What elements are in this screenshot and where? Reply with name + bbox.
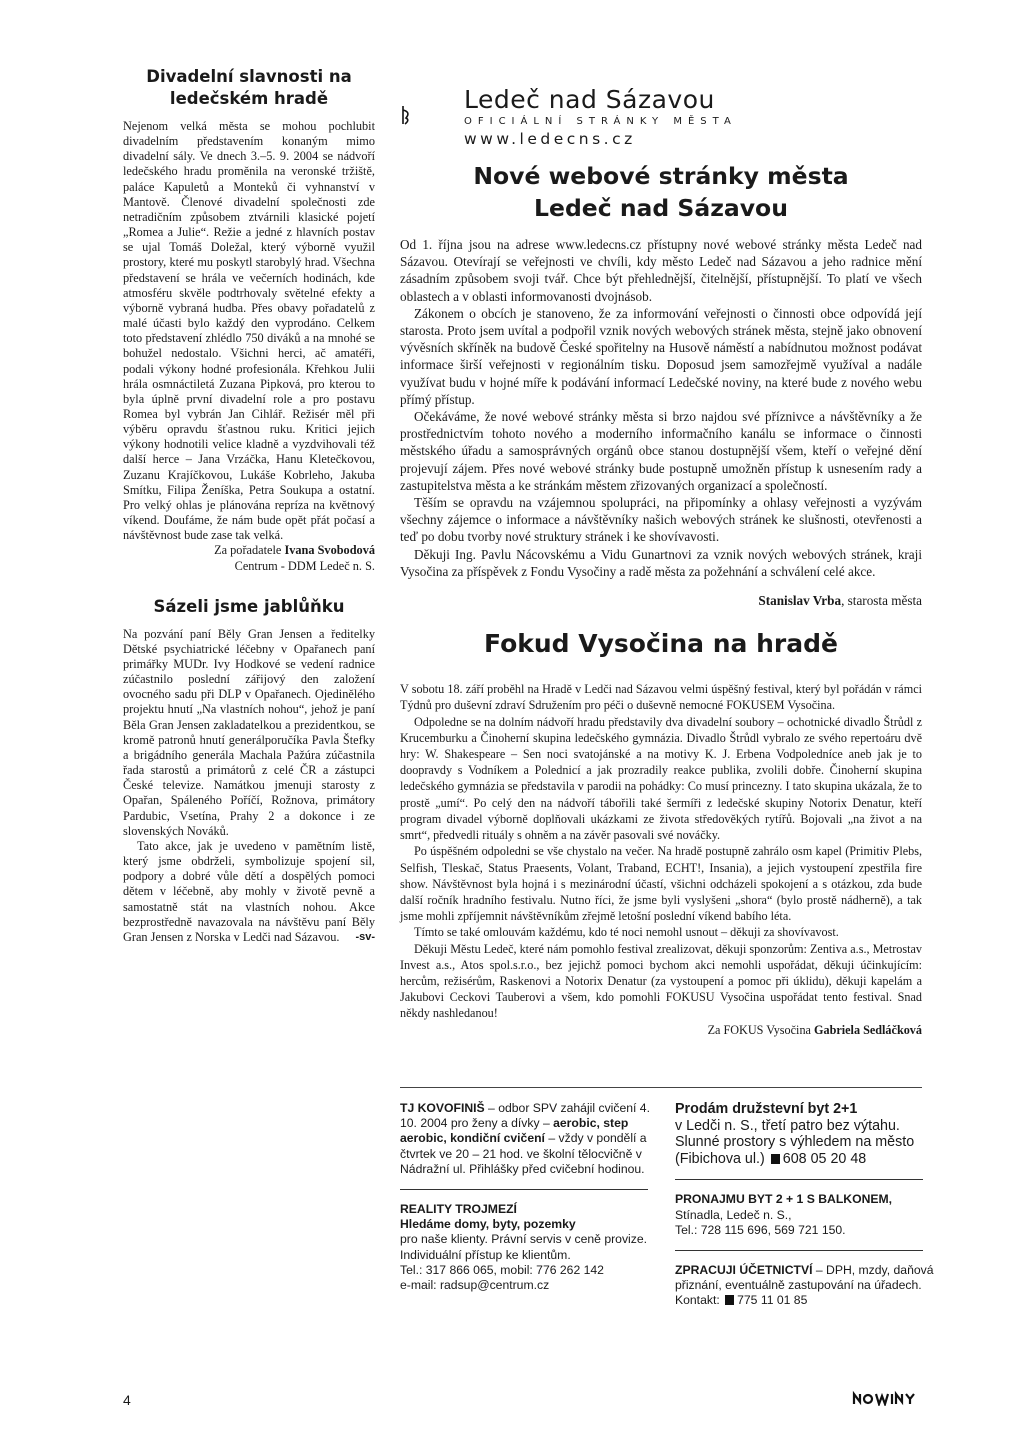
phone-icon [725, 1295, 734, 1305]
article-text: Očekáváme, že nové webové stránky města si brzo najdou své příznivce a návštěvníky a že prostřednictvím tohoto nového a moderního informačního kanálu se informace o činnosti městského úřadu a samosprávných orgánů obce stanou dostupnější všem, kteří o veřejné dění projevují zájem. Přes nové webové stránky bude postupně umožněn přístup k usnesením rady a zastupitelstva města a ke stránkám městem zřizovaných organizací a společností. [400, 409, 922, 493]
right-column [400, 86, 922, 1038]
article-signature: -sv- [355, 930, 375, 943]
article-signature: Stanislav Vrba, starosta města [758, 593, 922, 609]
article-text: Děkuji Ing. Pavlu Nácovskému a Vidu Gunartnovi za vznik nových webových stránek, kraji Vysočina za příspěvek z Fondu Vysočiny a radě města za požehnání a schválení celé akce. [400, 546, 922, 579]
ad-pronajem-bytu: PRONAJMU BYT 2 + 1 S BALKONEM, Stínadla, Ledeč n. S., Tel.: 728 115 696, 569 721 150. [675, 1192, 893, 1237]
ads-right-column [675, 1101, 935, 1309]
logo-subtitle: OFICIÁLNÍ STRÁNKY MĚSTA [464, 116, 737, 127]
article-title-web: Nové webové stránky města Ledeč nad Sázavou [473, 162, 849, 222]
article-signature-org: Centrum - DDM Ledeč n. S. [234, 558, 375, 573]
web-article-body [400, 236, 922, 609]
section-divider [400, 1087, 922, 1088]
ad-divider [675, 1250, 923, 1251]
ad-tj-kovofinis: TJ KOVOFINIŠ – odbor SPV zahájil cvičení 4. 10. 2004 pro ženy a dívky – aerobic, step aerobic, kondiční cvičení – vždy v pondělí a čtvrtek ve 20 – 21 hod. ve školní tělocvičně v Nádražní ul. Přihlášky před cvičební hodinou. [400, 1101, 650, 1176]
article-text: Děkuji Městu Ledeč, které nám pomohlo festival zrealizovat, děkuji sponzorům: Zentiva a.s., Metrostav Invest a.s., Atos spol.s.r.o., bez jejichž pomoci bychom akci nemohli uspořádat, děkuji účinkujícím: hercům, režisérům, Raskenovi a Notorix Denatur (za vystoupení a pomoc při úklidu), děkuji kapelám a Jakubovi Ceckovi Tauberovi a všem, kdo pomohli FOKUSU Vysočina uspořádat tento festival. Snad někdy nashledanou! [400, 941, 923, 1021]
ad-divider [675, 1179, 923, 1180]
ads-left-column [400, 1101, 662, 1293]
article-text: Tímto se také omlouvám každému, kdo té noci nemohl usnout – děkuji za shovívavost. [414, 925, 839, 940]
article-text: Po úspěšném odpoledni se vše chystalo na večer. Na hradě postupně zahrálo osm kapel (Primitiv Plebs, Selfish, Tleskač, Status Praesents, Volant, Traband, ECHT!, Insania), a jejich vystoupení zpestřila fire show. Návštěvnost byla hojná i s mezinárodní účastí, všichni odcházeli spokojení a s otázkou, zda bude další ročník hradního festivalu. Nutno říci, že jsme byli vyslyšeni „shora“ (bylo prostě nádherně), a tak jsme mohli zpříjemnit návštěvníkům zřejmě letošní poslední víkend babího léta. [400, 844, 922, 924]
article-text: Tato akce, jak je uvedeno v pamětním listě, který jsme obdrželi, symbolizuje spojení sil, podpory a dobré vůle dětí a dospělých pomoci dětem v léčebně, aby mohly v životě pevně a samostatně stát na vlastních nohou. Akce bezprostředně navazovala na návštěvu paní Běly Gran Jensen z Norska v Ledči nad Sázavou. -sv- [123, 838, 375, 944]
city-emblem-icon [400, 104, 414, 126]
fokus-article-body [400, 681, 922, 1037]
article-title-fokus: Fokud Vysočina na hradě [484, 629, 838, 659]
article-text: V sobotu 18. září proběhl na Hradě v Ledči nad Sázavou velmi úspěšný festival, který byl pořádán v rámci Týdnů pro duševní zdraví Sdružením pro péči o duševně nemocné FOKUSEM Vysočina. [400, 682, 922, 713]
article-text: Nejenom velká města se mohou pochlubit divadelním představením konaným mimo divadelní sály. Ve dnech 3.–5. 9. 2004 se nádvoří ledečského hradu proměnila na veronské tržiště, paláce Kapuletů a Monteků či vyhnanství v Mantově. Členové divadelní společnosti zde netradičním způsobem ztvárnili klasické pojetí „Romea a Julie“. Režie a jedné z hlavních postav se ujal Tomáš Doležal, který výborně využil prostory, které mu poskytl starobylý hrad. Všechna představení se hrála ve večerních hodinách, kde atmosféru skvěle podtrhovaly světelné efekty a výborně vybraná hudba. Přes obavy pořadatelů z malé účasti bylo každý den vyprodáno. Celkem toto představení zhlédlo 750 diváků a na mnohé se bohužel nedostalo. Všichni herci, ač amatéři, podali výkony hodné profesionála. Křehkou Julii hrála osmnáctiletá Zuzana Pipková, pro kterou to byla úplně první divadelní role a pro postavu Romea byl vybrán Jan Cihlář. Režisér měl při výběru opravdu šťastnou ruku. Kritici jejich výkony hodnotili velice kladně a vyzdvihovali též další herce – Jana Vrzáčka, Hanu Kletečkovou, Zuzanu Krajíčkovou, Lukáše Kobrleho, Jakuba Smítku, Filipa Ženíška, Petra Soukupa a ostatní. Pro velký ohlas je plánována repríza na květnový víkend. Doufáme, že nám bude opět přát počasí a návštěvnost bude zase tak velká. [123, 119, 375, 543]
page-number: 4 [123, 1392, 131, 1408]
ad-prodej-bytu: Prodám družstevní byt 2+1 v Ledči n. S., třetí patro bez výtahu. Slunné prostory s výhledem na město (Fibichova ul.) 608 05 20 48 [675, 1101, 915, 1167]
city-logo [400, 86, 922, 150]
left-column [123, 66, 375, 945]
article-title-jablunka: Sázeli jsme jablůňku [153, 596, 345, 616]
ad-ucetnictvi: ZPRACUJI ÚČETNICTVÍ – DPH, mzdy, daňová přiznání, eventuálně zastupování na úřadech. Kontakt: 775 11 01 85 [675, 1262, 934, 1308]
article-text: Zákonem o obcích je stanoveno, že za informování veřejnosti o činnosti obce odpovídá její starosta. Proto jsem uvítal a podpořil vznik nových webových stránek města, stejně jako obnovení vývěsních skříněk na budově České spořitelny na Husově náměstí a nabídnutou možnost podávat informace širší veřejnosti v regionálním tisku. Doposud jsem samozřejmě využíval a nadále využívat budu v hojné míře k podávání informací Ledečské noviny, na které bude z nového webu přímý přístup. [400, 305, 922, 407]
logo-city-name: Ledeč nad Sázavou [464, 85, 715, 114]
article-title-divadelni: Divadelní slavnosti na ledečském hradě [146, 67, 352, 108]
article-text: Těším se opravdu na vzájemnou spolupráci, na připomínky a ohlasy veřejnosti a vyzývám všechny zájemce o informace a návštěvníky našich webových stránek ke slušnosti, otevřenosti a teď po dobu tvorby nové struktury stránek i ke shovívavosti. [400, 495, 922, 545]
phone-icon [771, 1154, 780, 1164]
article-signature: Za pořadatele Ivana Svobodová [214, 543, 375, 558]
ad-reality-trojmezi: REALITY TROJMEZÍ Hledáme domy, byty, pozemky pro naše klienty. Právní servis v ceně provize. Individuální přístup ke klientům. Tel.: 317 866 065, mobil: 776 262 142 e-mail: radsup@centrum.cz [400, 1202, 648, 1293]
article-text: Odpoledne se na dolním nádvoří hradu představily dva divadelní soubory – ochotnické divadlo Štrůdl z Krucemburku a Činoherní skupina ledečského gymnázia. Divadlo Štrůdl vybralo ze svého repertoáru dvě hry: W. Shakespeare – Sen noci svatojánské a na motivy K. J. Erbena Vodpoledníce aneb jak je to doopravdy s Vodníkem a Polednicí a jak prozradily reakce publika, zvolili dobře. Činoherní skupina ledečského gymnázia se představila v parodii na pohádky: Co musí princezny. I tato skupina ukázala, že to prostě „umí“. Po celý den na nádvoří tábořili také šermíři z ledečské skupiny Notorix Denatur, kteří program divadel výborně doplňovali ukázkami ze života středověkých rytířů. Bojovali „na život a na smrt“, předvedli rituály s ohněm a na závěr pasovali své nováčky. [400, 714, 922, 843]
article-text: Na pozvání paní Běly Gran Jensen a ředitelky Dětské psychiatrické léčebny v Opařanech paní primářky MUDr. Ivy Hodkové se vedení radnice zúčastnilo poslední zářijový den založení ovocného sadu při DLP v Opařanech. Ojedinělého projektu hnutí „Na vlastních nohou“, jehož je paní Běla Gran Jensen zakladatelkou a prezidentkou, se kromě patronů hnutí generálporučíka Pavla Štefky a brigádního generála Machala Pažúra zúčastnila řada starostů a primátorů z celé ČR a zástupci České televize. Namátkou jmenuji starosty z Opařan, Spáleného Poříčí, Rožnova, primátory Pardubic, Vsetína, Prahy 2 a dokonce i ze slovenských Nováků. [123, 626, 375, 838]
article-text: Od 1. října jsou na adrese www.ledecns.cz přístupny nové webové stránky města Ledeč nad Sázavou. Otevírají se veřejnosti ve chvíli, kdy město Ledeč nad Sázavou a jeho radnice mění zásadním způsobem svoji tvář. Chce být přehlednější, čitelnější, přístupnější. To platí ve všech oblastech a v oblasti informovanosti dvojnásob. [400, 237, 922, 304]
logo-web-address: www.ledecns.cz [464, 130, 636, 148]
noviny-logo-icon [852, 1390, 922, 1406]
ad-divider [400, 1189, 648, 1190]
article-signature: Za FOKUS Vysočina Gabriela Sedláčková [707, 1022, 922, 1037]
